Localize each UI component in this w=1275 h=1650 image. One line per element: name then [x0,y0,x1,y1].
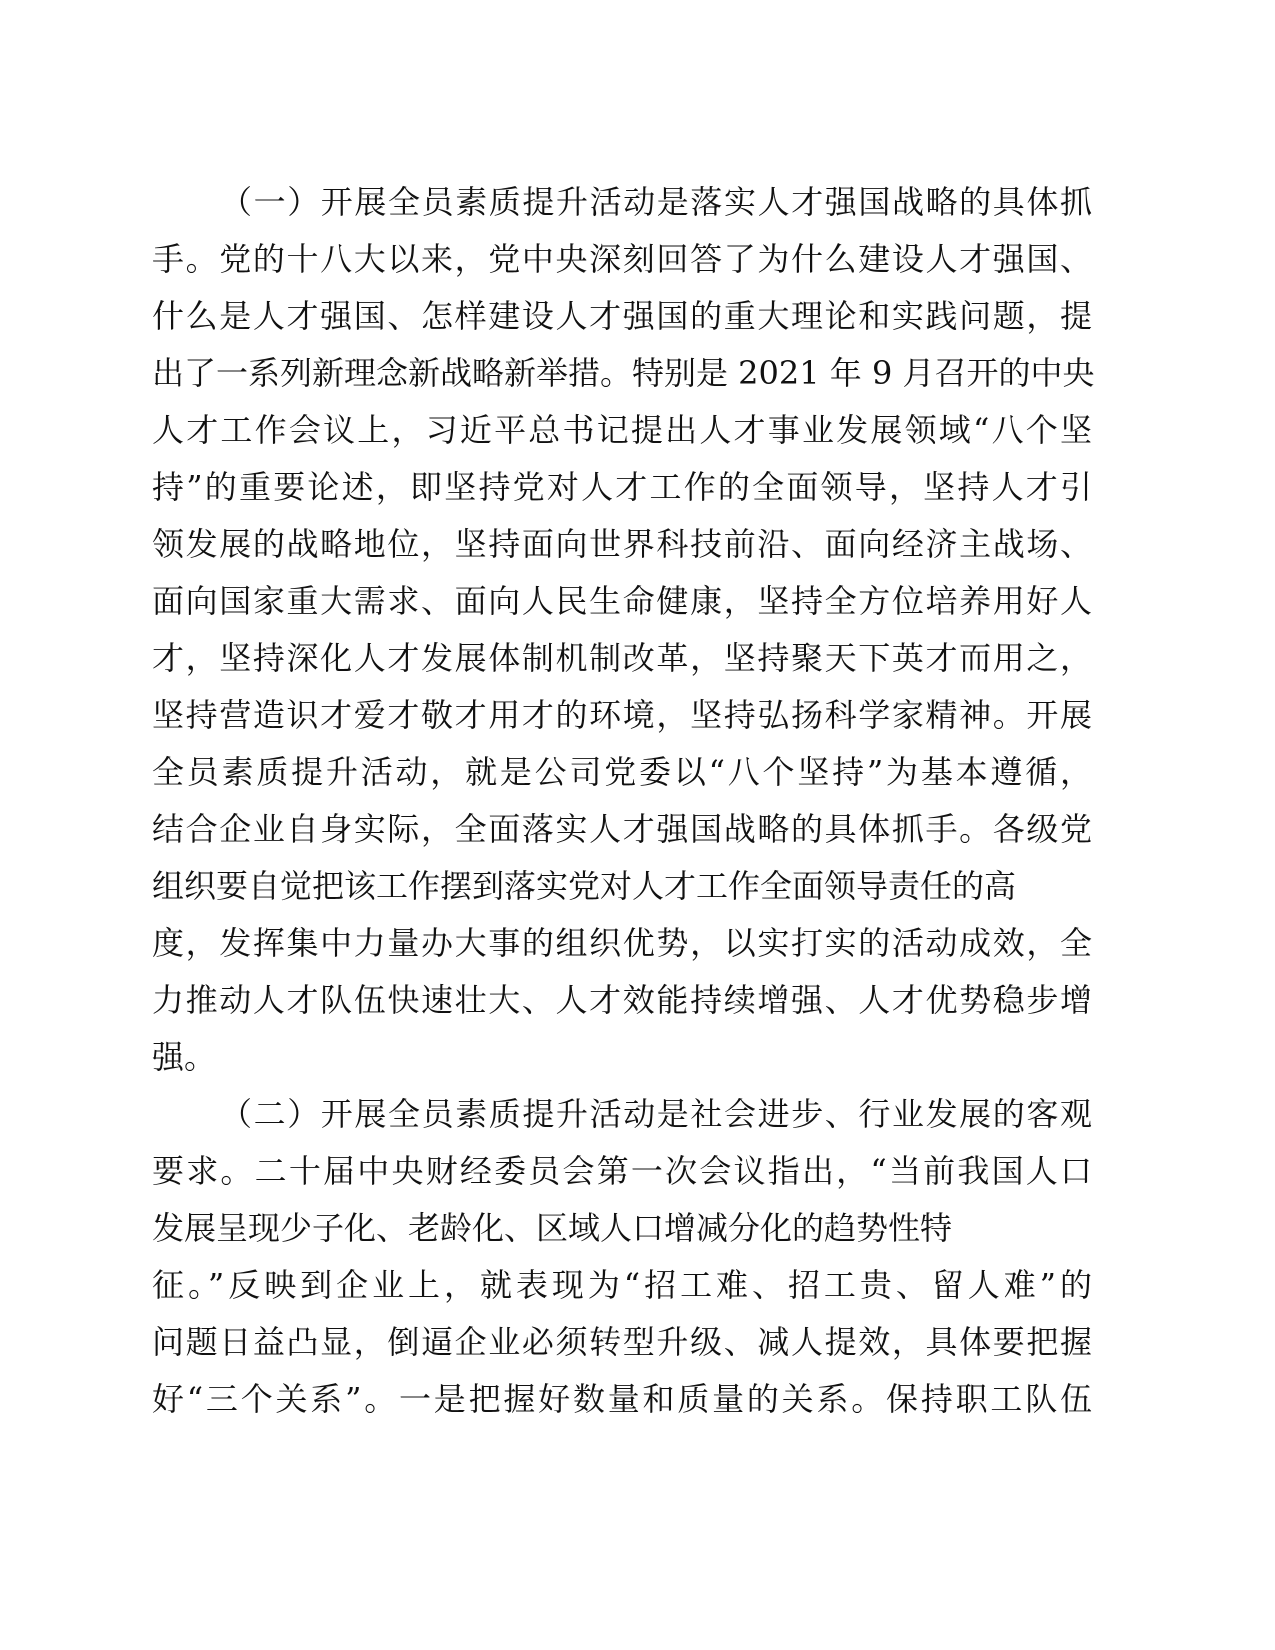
paragraph-1-line-4: 出了一系列新理念新战略新举措。特别是 2021 年 9 月召开的中央 [152,354,1095,392]
paragraph-1-line-15: 力推动人才队伍快速壮大、人才效能持续增强、人才优势稳步增 [152,981,1092,1019]
paragraph-2-line-5: 问题日益凸显，倒逼企业必须转型升级、减人提效，具体要把握 [152,1323,1092,1361]
paragraph-1 [152,174,1095,1086]
paragraph-2-line-4: 征。”反映到企业上，就表现为“招工难、招工贵、留人难”的 [152,1266,1092,1304]
paragraph-2-line-6: 好“三个关系”。一是把握好数量和质量的关系。保持职工队伍 [152,1380,1092,1418]
paragraph-1-line-13: 组织要自觉把该工作摆到落实党对人才工作全面领导责任的高 [152,867,1017,905]
paragraph-1-line-9: 才，坚持深化人才发展体制机制改革，坚持聚天下英才而用之， [152,639,1092,677]
paragraph-1-line-1: （一）开展全员素质提升活动是落实人才强国战略的具体抓 [220,183,1092,221]
paragraph-1-line-8: 面向国家重大需求、面向人民生命健康，坚持全方位培养用好人 [152,582,1092,620]
paragraph-2 [152,1086,1092,1428]
paragraph-1-line-3: 什么是人才强国、怎样建设人才强国的重大理论和实践问题，提 [152,297,1092,335]
paragraph-1-line-6: 持”的重要论述，即坚持党对人才工作的全面领导，坚持人才引 [152,468,1092,506]
paragraph-1-line-14: 度，发挥集中力量办大事的组织优势，以实打实的活动成效，全 [152,924,1092,962]
paragraph-2-line-1: （二）开展全员素质提升活动是社会进步、行业发展的客观 [220,1095,1092,1133]
paragraph-1-line-10: 坚持营造识才爱才敬才用才的环境，坚持弘扬科学家精神。开展 [152,696,1092,734]
paragraph-1-line-16: 强。 [152,1038,217,1076]
paragraph-1-line-11: 全员素质提升活动，就是公司党委以“八个坚持”为基本遵循， [152,753,1092,791]
paragraph-1-line-5: 人才工作会议上，习近平总书记提出人才事业发展领域“八个坚 [152,411,1092,449]
paragraph-2-line-3: 发展呈现少子化、老龄化、区域人口增减分化的趋势性特 [152,1209,953,1247]
paragraph-1-line-7: 领发展的战略地位，坚持面向世界科技前沿、面向经济主战场、 [152,525,1092,563]
body-text [152,174,1095,1428]
paragraph-1-line-2: 手。党的十八大以来，党中央深刻回答了为什么建设人才强国、 [152,240,1092,278]
paragraph-2-line-2: 要求。二十届中央财经委员会第一次会议指出，“当前我国人口 [152,1152,1092,1190]
paragraph-1-line-12: 结合企业自身实际，全面落实人才强国战略的具体抓手。各级党 [152,810,1092,848]
